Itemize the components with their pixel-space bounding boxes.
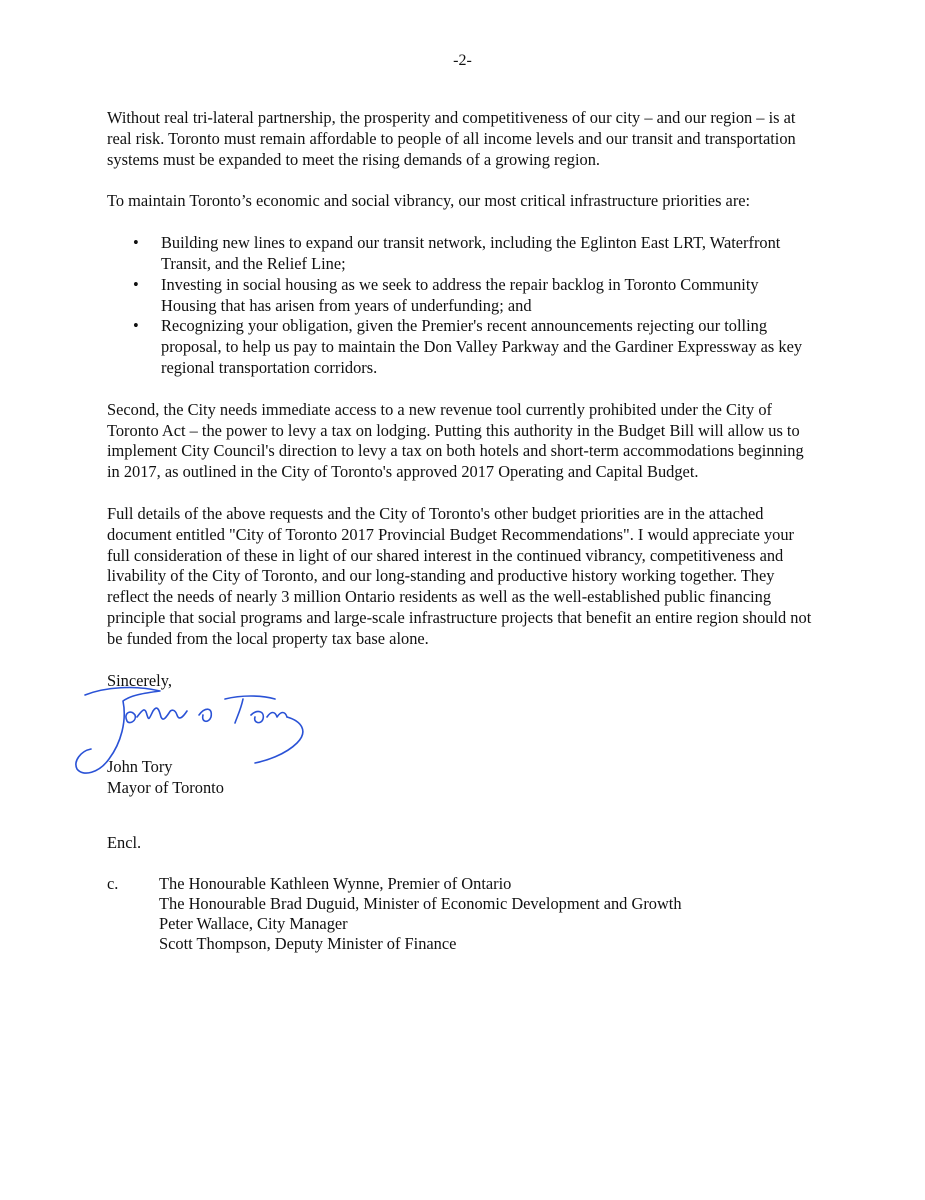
paragraph-revenue-tool: Second, the City needs immediate access to a new revenue tool currently prohibited under the City of Toronto Act – the power to levy a tax on lodging. Putting this authority in the Budget Bill will allow us to implement City Council's direction to levy a tax on both hotels and short-term accommodations beginning in 2017, as outlined in the City of Toronto's approved 2017 Operating and Capital Budget. [107,399,804,482]
handwritten-signature [65,681,325,791]
list-item [107,316,817,378]
page-number: -2- [453,52,472,69]
carbon-copy-block [107,874,817,954]
signature-area [107,691,817,757]
priority-text: Building new lines to expand our transit network, including the Eglinton East LRT, Waterfront Transit, and the Relief Line; [161,233,781,273]
paragraph-partnership: Without real tri-lateral partnership, the prosperity and competitiveness of our city – and our region – is at real risk. Toronto must remain affordable to people of all income levels and our transit and transportation systems must be expanded to meet the rising demands of a growing region. [107,108,796,169]
priority-text: Investing in social housing as we seek to address the repair backlog in Toronto Community Housing that has arisen from years of underfunding; and [161,274,759,315]
cc-recipient-list [107,874,817,954]
paragraph-full-details: Full details of the above requests and the City of Toronto's other budget priorities are in the attached document entitled "City of Toronto 2017 Provincial Budget Recommendations". I would appreciate your full consideration of these in light of our shared interest in the continued vibrancy, competitiveness and livability of the City of Toronto, and our long-standing and productive history working together. They reflect the needs of nearly 3 million Ontario residents as well as the well-established public financing principle that social programs and large-scale infrastructure projects that benefit an entire region should not be funded from the local property tax base alone. [107,503,812,648]
letter-body [107,108,817,954]
list-item: Peter Wallace, City Manager [159,913,348,933]
bullet-icon: • [133,274,139,294]
bullet-icon: • [133,316,139,336]
bullet-icon: • [133,233,139,253]
signatory-name: John Tory [107,757,173,777]
list-item: Scott Thompson, Deputy Minister of Finance [159,933,457,953]
list-item: The Honourable Kathleen Wynne, Premier of Ontario [159,873,512,893]
paragraph-priorities-intro: To maintain Toronto’s economic and social vibrancy, our most critical infrastructure priorities are: [107,191,751,211]
list-item [107,275,817,317]
priority-text: Recognizing your obligation, given the Premier's recent announcements rejecting our tolling proposal, to help us pay to maintain the Don Valley Parkway and the Gardiner Expressway as key regional transportation corridors. [161,316,803,377]
priorities-list [107,233,817,379]
cc-label: c. [107,873,119,893]
list-item [107,233,817,275]
list-item: The Honourable Brad Duguid, Minister of Economic Development and Growth [159,893,682,913]
closing-salutation: Sincerely, [107,670,172,690]
signatory-title: Mayor of Toronto [107,778,224,798]
enclosure-note: Encl. [107,832,142,852]
